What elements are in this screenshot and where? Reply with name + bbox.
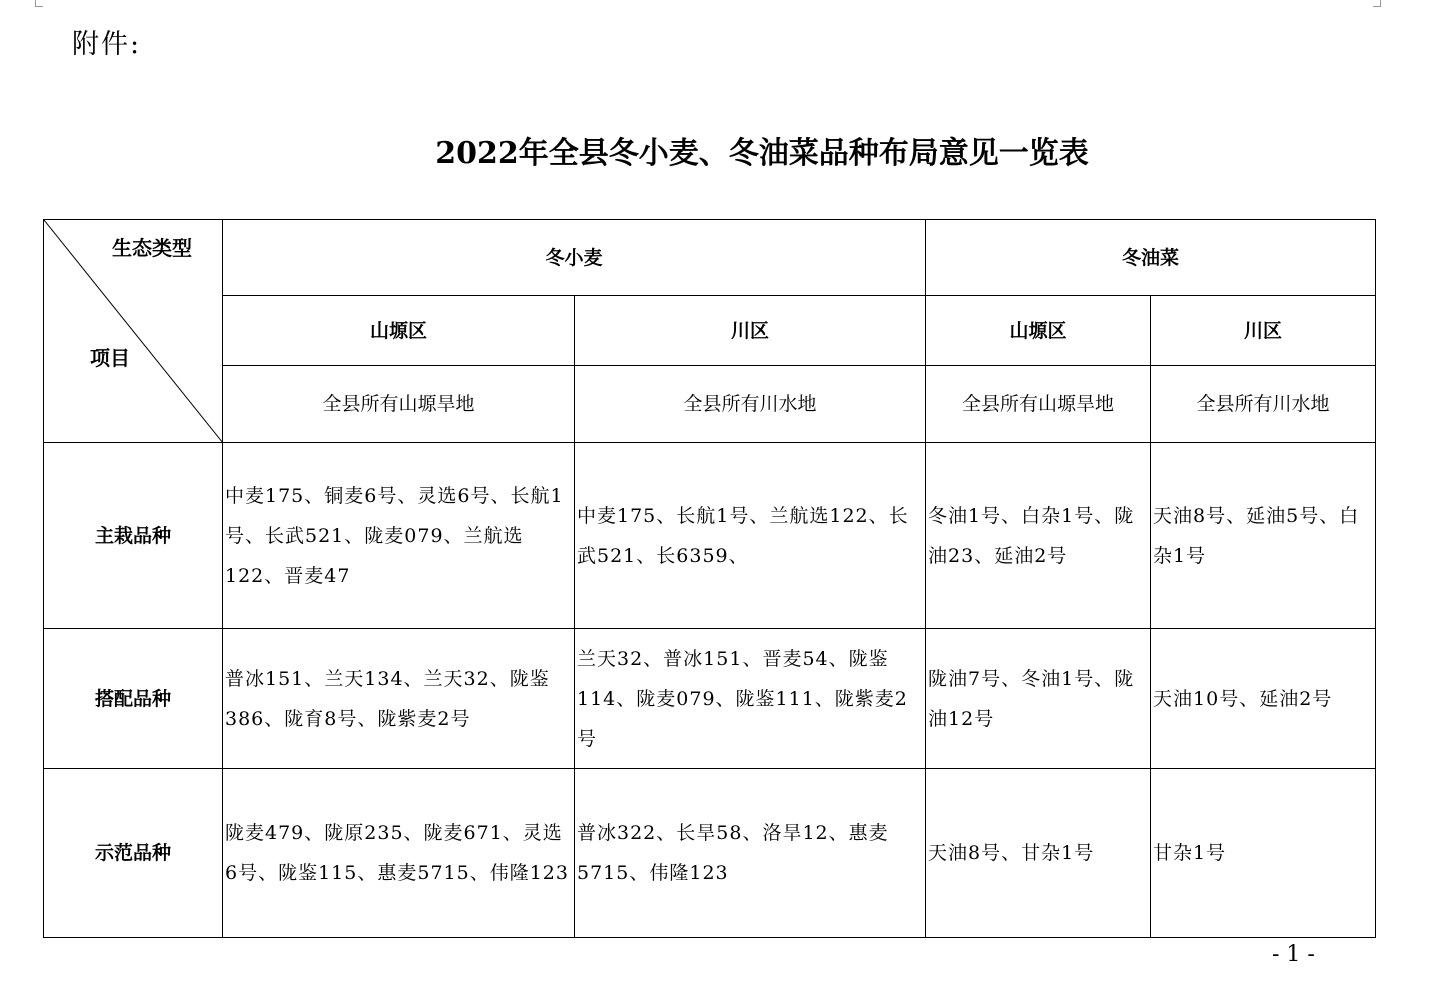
cell-matching-wheat-river: 兰天32、普冰151、晋麦54、陇鉴114、陇麦079、陇鉴111、陇紫麦2号: [575, 629, 926, 769]
crop-header-winter-rapeseed: 冬油菜: [926, 220, 1376, 296]
zone-header-rapeseed-mountain: 山塬区: [926, 296, 1151, 366]
row-label-main-varieties: 主栽品种: [44, 443, 223, 629]
zone-header-wheat-mountain: 山塬区: [223, 296, 575, 366]
land-type-rapeseed-river: 全县所有川水地: [1151, 366, 1376, 443]
cell-demo-rapeseed-river: 甘杂1号: [1151, 769, 1376, 938]
cell-demo-rapeseed-mountain: 天油8号、甘杂1号: [926, 769, 1151, 938]
cell-demo-wheat-river: 普冰322、长旱58、洛旱12、惠麦5715、伟隆123: [575, 769, 926, 938]
zone-header-wheat-river: 川区: [575, 296, 926, 366]
cell-matching-wheat-mountain: 普冰151、兰天134、兰天32、陇鉴386、陇育8号、陇紫麦2号: [223, 629, 575, 769]
cell-main-rapeseed-river: 天油8号、延油5号、白杂1号: [1151, 443, 1376, 629]
cell-matching-rapeseed-mountain: 陇油7号、冬油1号、陇油12号: [926, 629, 1151, 769]
cell-demo-wheat-mountain: 陇麦479、陇原235、陇麦671、灵选6号、陇鉴115、惠麦5715、伟隆123: [223, 769, 575, 938]
cell-main-wheat-mountain: 中麦175、铜麦6号、灵选6号、长航1号、长武521、陇麦079、兰航选122、晋麦47: [223, 443, 575, 629]
row-label-matching-varieties: 搭配品种: [44, 629, 223, 769]
corner-label-item: 项目: [90, 346, 130, 370]
land-type-rapeseed-mountain: 全县所有山塬旱地: [926, 366, 1151, 443]
zone-header-rapeseed-river: 川区: [1151, 296, 1376, 366]
crop-mark-top-left-h: [35, 6, 43, 7]
corner-label-ecotype: 生态类型: [112, 236, 192, 260]
document-title: 2022年全县冬小麦、冬油菜品种布局意见一览表: [435, 136, 1089, 171]
variety-layout-table: [43, 219, 1376, 938]
cell-main-wheat-river: 中麦175、长航1号、兰航选122、长武521、长6359、: [575, 443, 926, 629]
land-type-wheat-river: 全县所有川水地: [575, 366, 926, 443]
table-row-matching-varieties: [44, 629, 1376, 769]
attachment-label: 附件:: [72, 29, 142, 60]
row-label-demo-varieties: 示范品种: [44, 769, 223, 938]
crop-mark-top-right-h: [1373, 6, 1381, 7]
crop-header-winter-wheat: 冬小麦: [223, 220, 926, 296]
table-row-demo-varieties: [44, 769, 1376, 938]
land-type-wheat-mountain: 全县所有山塬旱地: [223, 366, 575, 443]
cell-main-rapeseed-mountain: 冬油1号、白杂1号、陇油23、延油2号: [926, 443, 1151, 629]
page-number: - 1 -: [1272, 942, 1315, 967]
table-row-main-varieties: [44, 443, 1376, 629]
diagonal-header-cell: [44, 220, 223, 443]
cell-matching-rapeseed-river: 天油10号、延油2号: [1151, 629, 1376, 769]
